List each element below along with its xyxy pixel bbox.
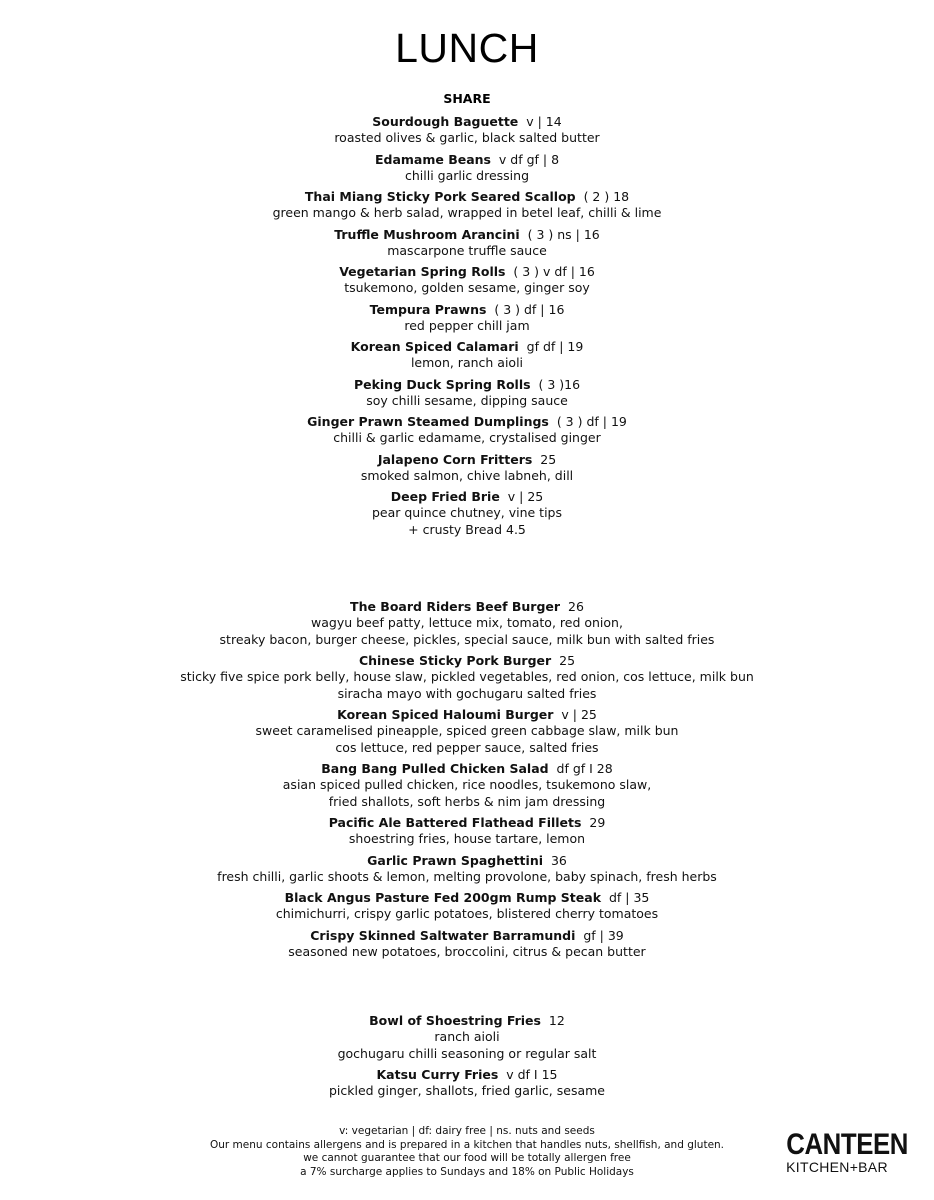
menu-item-description: wagyu beef patty, lettuce mix, tomato, red onion, — [311, 615, 623, 630]
menu-item-name: Garlic Prawn Spaghettini — [367, 852, 544, 868]
menu-item-description: sticky five spice pork belly, house slaw, pickled vegetables, red onion, cos lettuce, milk bun — [180, 669, 754, 684]
menu-item-description: seasoned new potatoes, broccolini, citrus & pecan butter — [288, 943, 646, 959]
menu-item — [0, 227, 934, 260]
menu-item-description: streaky bacon, burger cheese, pickles, special sauce, milk bun with salted fries — [219, 631, 715, 647]
menu-item-title-line — [0, 853, 934, 869]
menu-item-title-line — [0, 227, 934, 243]
menu-item-title-line — [0, 264, 934, 280]
menu-item-description: gochugaru chilli seasoning or regular salt — [337, 1045, 597, 1061]
menu-item-title-line — [0, 890, 934, 906]
menu-item-description: chimichurri, crispy garlic potatoes, blistered cherry tomatoes — [275, 906, 659, 921]
menu-item-name: Ginger Prawn Steamed Dumplings — [307, 414, 549, 429]
share-menu-list — [0, 114, 934, 543]
menu-item-title-line — [0, 1067, 934, 1083]
menu-item-title-line — [0, 114, 934, 130]
logo-subtitle: KITCHEN+BAR — [786, 1159, 888, 1175]
menu-item — [0, 489, 934, 538]
menu-item-price: ( 3 ) df | 16 — [486, 301, 565, 317]
menu-item — [0, 599, 934, 648]
menu-item-price: 26 — [560, 599, 584, 614]
menu-item-description: roasted olives & garlic, black salted butter — [334, 130, 600, 145]
menu-item-title-line — [0, 489, 934, 505]
menu-item-title-line — [0, 707, 934, 723]
page-title: LUNCH — [395, 25, 539, 71]
menu-item-description: mascarpone truffle sauce — [387, 242, 547, 258]
menu-item-description: sweet caramelised pineapple, spiced green cabbage slaw, milk bun — [255, 723, 679, 738]
menu-item-price: df gf I 28 — [548, 761, 613, 776]
allergen-disclaimer: we cannot guarantee that our food will be totally allergen free — [303, 1152, 631, 1165]
menu-item — [0, 414, 934, 447]
menu-item-price: v | 14 — [518, 114, 562, 129]
menu-item-name: Peking Duck Spring Rolls — [353, 376, 531, 392]
menu-item-description: smoked salmon, chive labneh, dill — [360, 467, 574, 483]
menu-item-title-line — [0, 599, 934, 615]
menu-item-description: siracha mayo with gochugaru salted fries — [337, 685, 597, 701]
menu-item — [0, 853, 934, 886]
menu-item-name: Pacific Ale Battered Flathead Fillets — [328, 815, 582, 830]
menu-item-name: Korean Spiced Haloumi Burger — [337, 707, 554, 722]
menu-item-description: chilli garlic dressing — [404, 167, 530, 183]
dietary-legend: v: vegetarian | df: dairy free | ns. nuts and seeds — [339, 1125, 595, 1137]
menu-item-title-line — [0, 339, 934, 355]
menu-item-description: chilli & garlic edamame, crystalised ginger — [333, 430, 601, 445]
menu-item — [0, 653, 934, 702]
menu-item-title-line — [0, 928, 934, 944]
menu-item-name: Sourdough Baguette — [372, 114, 519, 129]
menu-item-name: The Board Riders Beef Burger — [350, 599, 561, 614]
menu-item-title-line — [0, 377, 934, 393]
menu-item — [0, 114, 934, 147]
menu-item — [0, 761, 934, 810]
menu-item-price: v df I 15 — [498, 1067, 558, 1082]
menu-item-price: ( 3 ) df | 19 — [548, 414, 627, 429]
menu-footer — [130, 1125, 804, 1179]
menu-item-price: 12 — [540, 1013, 565, 1028]
menu-item-description: fried shallots, soft herbs & nim jam dressing — [328, 793, 606, 809]
section-heading-share: SHARE — [443, 91, 491, 106]
menu-item-name: Bang Bang Pulled Chicken Salad — [321, 761, 549, 776]
menu-item-description: ranch aioli — [434, 1029, 500, 1044]
menu-item — [0, 1013, 934, 1062]
menu-item-title-line — [0, 1013, 934, 1029]
menu-item-name: Bowl of Shoestring Fries — [369, 1013, 541, 1028]
surcharge-notice: a 7% surcharge applies to Sundays and 18% on Public Holidays — [300, 1165, 634, 1178]
menu-item — [0, 815, 934, 848]
menu-item-title-line — [0, 189, 934, 205]
menu-item-price: ( 2 ) 18 — [575, 189, 630, 204]
menu-item-price: ( 3 )16 — [530, 376, 581, 392]
menu-item — [0, 928, 934, 961]
menu-item-price: 25 — [551, 653, 576, 668]
menu-item-name: Thai Miang Sticky Pork Seared Scallop — [304, 189, 576, 204]
allergen-notice: Our menu contains allergens and is prepared in a kitchen that handles nuts, shellfish, and gluten. — [209, 1138, 725, 1151]
menu-item-name: Deep Fried Brie — [390, 489, 500, 504]
menu-item-price: df | 35 — [601, 890, 650, 905]
menu-item-price: ( 3 ) v df | 16 — [505, 264, 595, 279]
menu-item-title-line — [0, 653, 934, 669]
menu-item — [0, 452, 934, 485]
menu-item — [0, 339, 934, 372]
menu-item-name: Katsu Curry Fries — [376, 1067, 499, 1082]
menu-item-title-line — [0, 302, 934, 318]
menu-item — [0, 377, 934, 410]
menu-item-name: Black Angus Pasture Fed 200gm Rump Steak — [284, 890, 602, 905]
menu-item — [0, 152, 934, 185]
menu-item-description: lemon, ranch aioli — [410, 355, 524, 370]
menu-item-price: 29 — [581, 815, 606, 830]
menu-item — [0, 264, 934, 297]
menu-item-description: red pepper chill jam — [404, 317, 530, 333]
menu-item-title-line — [0, 152, 934, 168]
menu-item-name: Jalapeno Corn Fritters — [377, 451, 533, 467]
menu-item-description: cos lettuce, red pepper sauce, salted fries — [335, 739, 599, 755]
menu-item-price: 25 — [532, 451, 557, 467]
menu-item-price: 36 — [543, 852, 567, 868]
menu-item-description: pear quince chutney, vine tips — [371, 505, 563, 520]
menu-item-name: Crispy Skinned Saltwater Barramundi — [310, 927, 576, 943]
menu-item-price: v df gf | 8 — [490, 151, 560, 167]
menu-item — [0, 707, 934, 756]
logo-wordmark: CANTEEN — [786, 1128, 908, 1161]
menu-item-price: ( 3 ) ns | 16 — [519, 226, 600, 242]
menu-item-description: tsukemono, golden sesame, ginger soy — [344, 280, 590, 295]
menu-item-description: green mango & herb salad, wrapped in betel leaf, chilli & lime — [272, 205, 662, 220]
menu-item-price: gf | 39 — [575, 927, 624, 943]
menu-item-name: Korean Spiced Calamari — [350, 339, 519, 354]
sides-menu-list — [0, 1013, 934, 1105]
menu-item-name: Truffle Mushroom Arancini — [334, 226, 520, 242]
menu-item-name: Edamame Beans — [374, 151, 491, 167]
menu-item-title-line — [0, 815, 934, 831]
menu-item-title-line — [0, 414, 934, 430]
menu-item-description: pickled ginger, shallots, fried garlic, sesame — [328, 1083, 606, 1098]
canteen-logo — [778, 1128, 908, 1175]
menu-item-price: v | 25 — [499, 489, 544, 504]
menu-item-description: asian spiced pulled chicken, rice noodles, tsukemono slaw, — [282, 777, 652, 792]
main-menu-list — [0, 599, 934, 965]
menu-item — [0, 890, 934, 923]
menu-item-description: + crusty Bread 4.5 — [408, 521, 526, 537]
menu-item-description: fresh chilli, garlic shoots & lemon, melting provolone, baby spinach, fresh herbs — [217, 868, 717, 884]
menu-item-price: v | 25 — [553, 707, 597, 722]
menu-item-title-line — [0, 761, 934, 777]
menu-item-price: gf df | 19 — [518, 339, 584, 354]
menu-item-description: soy chilli sesame, dipping sauce — [366, 392, 568, 408]
menu-item-name: Vegetarian Spring Rolls — [339, 264, 506, 279]
menu-item-description: shoestring fries, house tartare, lemon — [348, 831, 586, 846]
menu-item-name: Tempura Prawns — [369, 301, 487, 317]
menu-item — [0, 189, 934, 222]
menu-item-name: Chinese Sticky Pork Burger — [358, 653, 552, 668]
menu-item — [0, 302, 934, 335]
menu-item-title-line — [0, 452, 934, 468]
menu-item — [0, 1067, 934, 1100]
